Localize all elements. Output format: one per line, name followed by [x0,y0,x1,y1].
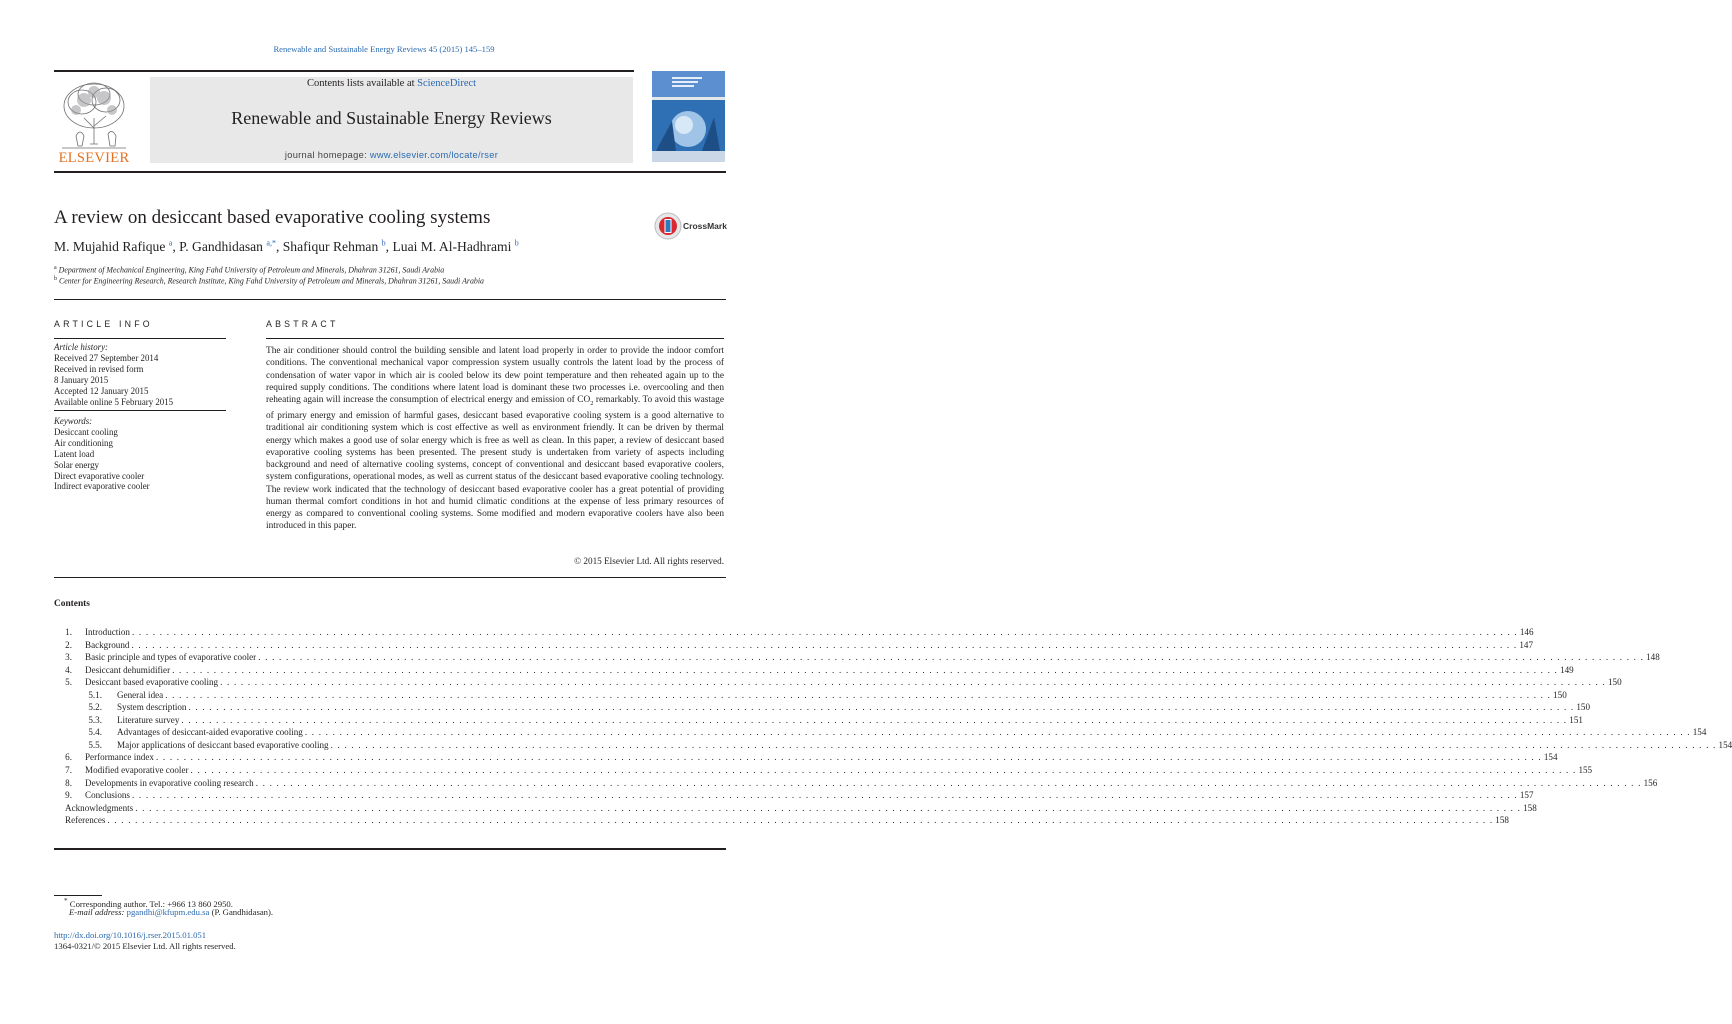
journal-title: Renewable and Sustainable Energy Reviews [231,108,552,128]
keywords-block [54,416,226,492]
toc-dot-leader: . . . . . . . . . . . . . . . . . . . . . . . . . . . . . . . . . . . . . . . . . . . . . . . . . . . . . . . . . . . . . . . . . . . . . . . . . . . . . . . . . . . . . . . . . . . . . . . . . . . . . . . . . . . . . . . . . . . . . . . . . . . . . . . . . . . . . . . . . . . . . . . . . . . . . . . . . . . . . . . . . . . . . . . . . . . . . . . . . . . . . . . . . . . . . . . . . . . . . . . . [190,765,1577,776]
toc-entry-title: Literature survey [117,714,180,725]
toc-entry-number: 9. [65,790,72,801]
toc-entry-number: 5.4. [88,727,102,738]
toc-entry-number: 5. [65,677,72,688]
toc-dot-leader: . . . . . . . . . . . . . . . . . . . . . . . . . . . . . . . . . . . . . . . . . . . . . . . . . . . . . . . . . . . . . . . . . . . . . . . . . . . . . . . . . . . . . . . . . . . . . . . . . . . . . . . . . . . . . . . . . . . . . . . . . . . . . . . . . . . . . . . . . . . . . . . . . . . . . . . . . . . . . . . . . . . . . . . . . . . . . . . . . . . . . . . . . . . . . . . . . . . . . . . . [165,689,1552,700]
toc-entry-number: 5.5. [88,739,102,750]
toc-entry-title: Advantages of desiccant-aided evaporative cooling [117,727,303,738]
toc-entry-page: 150 [1553,689,1567,700]
toc-entry-number: 6. [65,752,72,763]
toc-entry-title: Background [85,639,130,650]
author-4-affiliation-mark[interactable]: b [514,238,519,247]
toc-entry-page: 154 [1543,752,1558,763]
toc-entry[interactable] [54,701,1591,714]
toc-entry-page: 154 [1692,727,1707,738]
toc-entry-title: Acknowledgments [65,802,134,813]
toc-entry-page: 149 [1560,664,1574,675]
toc-entry-page: 154 [1718,739,1732,750]
abstract-bottom-rule [54,577,726,578]
abstract-copyright: © 2015 Elsevier Ltd. All rights reserved. [574,556,724,566]
toc-entry-title: Basic principle and types of evaporative cooler [85,652,257,663]
toc-entry-title: General idea [117,689,164,700]
affiliation-a: $^a$ Department of Mechanical Engineering, King Fahd University of Petroleum and Minerals, Dhahran 31261, Saudi Arabia [54,265,445,275]
toc-entry-title: Introduction [85,627,130,637]
toc-entry[interactable] [54,751,1558,764]
toc-dot-leader: . . . . . . . . . . . . . . . . . . . . . . . . . . . . . . . . . . . . . . . . . . . . . . . . . . . . . . . . . . . . . . . . . . . . . . . . . . . . . . . . . . . . . . . . . . . . . . . . . . . . . . . . . . . . . . . . . . . . . . . . . . . . . . . . . . . . . . . . . . . . . . . . . . . . . . . . . . . . . . . . . . . . . . . . . . . . . . . . . . . . . . . . . . . . . . . . . . . . . . . . [304,727,1691,738]
toc-entry[interactable] [54,714,1583,727]
toc-entry[interactable] [54,689,1567,702]
toc-entry[interactable] [54,802,1537,815]
toc-entry-title: Performance index [85,752,154,763]
keyword: Indirect evaporative cooler [54,481,150,492]
toc-dot-leader: . . . . . . . . . . . . . . . . . . . . . . . . . . . . . . . . . . . . . . . . . . . . . . . . . . . . . . . . . . . . . . . . . . . . . . . . . . . . . . . . . . . . . . . . . . . . . . . . . . . . . . . . . . . . . . . . . . . . . . . . . . . . . . . . . . . . . . . . . . . . . . . . . . . . . . . . . . . . . . . . . . . . . . . . . . . . . . . . . . . . . . . . . . . . . . . . . . . . . . . . [258,652,1645,663]
toc-entry-page: 158 [1495,815,1509,826]
keyword: Air conditioning [54,437,113,448]
toc-entry-number: 5.1. [88,689,102,700]
toc-entry-number: 4. [65,664,72,675]
elsevier-wordmark: ELSEVIER [58,150,130,166]
journal-citation-link[interactable]: Renewable and Sustainable Energy Reviews 45 (2015) 145–159 [273,44,495,54]
email-note: E-mail address: pgandhi@kfupm.edu.sa (P. Gandhidasan). [69,907,274,917]
corresponding-author-note: * Corresponding author. Tel.: +966 13 860 2950. [64,897,233,909]
author-2-affiliation-mark[interactable]: a,* [266,238,276,247]
crossmark-label[interactable]: CrossMark [683,221,727,231]
toc-entry-title: System description [117,702,187,713]
author-3-affiliation-mark[interactable]: b [381,238,386,247]
toc-entry-title: References [65,815,106,826]
history-line: 8 January 2015 [54,374,109,385]
toc-entry-page: 150 [1576,702,1591,713]
history-line: Received 27 September 2014 [54,352,159,363]
toc-entry-page: 151 [1569,714,1583,725]
author-1-affiliation-mark[interactable]: a [168,238,173,247]
homepage-link[interactable]: www.elsevier.com/locate/rser [369,150,499,160]
toc-entry-number: 7. [65,765,72,776]
author-4: Luai M. Al-Hadhrami $^b$ [392,238,519,254]
article-history [54,342,226,407]
toc-dot-leader: . . . . . . . . . . . . . . . . . . . . . . . . . . . . . . . . . . . . . . . . . . . . . . . . . . . . . . . . . . . . . . . . . . . . . . . . . . . . . . . . . . . . . . . . . . . . . . . . . . . . . . . . . . . . . . . . . . . . . . . . . . . . . . . . . . . . . . . . . . . . . . . . . . . . . . . . . . . . . . . . . . . . . . . . . . . . . . . . . . . . . . . . . . . . . . . . . . . . . . . . [181,714,1568,725]
abstract-rule [266,338,724,339]
toc-entry-page: 147 [1519,639,1533,650]
author-1: M. Mujahid Rafique $^a$, [54,238,180,254]
toc-dot-leader: . . . . . . . . . . . . . . . . . . . . . . . . . . . . . . . . . . . . . . . . . . . . . . . . . . . . . . . . . . . . . . . . . . . . . . . . . . . . . . . . . . . . . . . . . . . . . . . . . . . . . . . . . . . . . . . . . . . . . . . . . . . . . . . . . . . . . . . . . . . . . . . . . . . . . . . . . . . . . . . . . . . . . . . . . . . . . . . . . . . . . . . . . . . . . . . . . . . . . . . . [135,802,1522,813]
toc-entry[interactable] [54,814,1509,827]
affiliation-b: $^b$ Center for Engineering Research, Research Institute, King Fahd University of Petroleum and Minerals, Dhahran 31261, Saudi Arabia [54,276,485,286]
toc-entry-page: 155 [1578,765,1593,776]
article-info-rule [54,338,226,339]
keyword: Latent load [54,448,95,459]
keyword: Desiccant cooling [54,426,118,437]
toc-dot-leader: . . . . . . . . . . . . . . . . . . . . . . . . . . . . . . . . . . . . . . . . . . . . . . . . . . . . . . . . . . . . . . . . . . . . . . . . . . . . . . . . . . . . . . . . . . . . . . . . . . . . . . . . . . . . . . . . . . . . . . . . . . . . . . . . . . . . . . . . . . . . . . . . . . . . . . . . . . . . . . . . . . . . . . . . . . . . . . . . . . . . . . . . . . . . . . . . . . . . . . . . [172,664,1559,675]
email-link[interactable]: pgandhi@kfupm.edu.sa [126,907,210,917]
keywords-rule [54,410,226,411]
abstract-heading: ABSTRACT [266,319,339,329]
contents-available [150,78,633,89]
toc-dot-leader: . . . . . . . . . . . . . . . . . . . . . . . . . . . . . . . . . . . . . . . . . . . . . . . . . . . . . . . . . . . . . . . . . . . . . . . . . . . . . . . . . . . . . . . . . . . . . . . . . . . . . . . . . . . . . . . . . . . . . . . . . . . . . . . . . . . . . . . . . . . . . . . . . . . . . . . . . . . . . . . . . . . . . . . . . . . . . . . . . . . . . . . . . . . . . . . . . . . . . . . . [255,777,1642,788]
history-line: Received in revised form [54,363,144,374]
toc-entry-title: Desiccant based evaporative cooling [85,677,219,688]
article-title: A review on desiccant based evaporative cooling systems [54,207,491,228]
keyword: Solar energy [54,459,99,470]
author-2: P. Gandhidasan $^{a,*}$, [179,238,283,254]
article-history-label: Article history: [54,342,108,352]
toc-entry-number: 1. [65,627,72,637]
journal-homepage [150,150,633,160]
header-top-rule [54,70,634,72]
toc-dot-leader: . . . . . . . . . . . . . . . . . . . . . . . . . . . . . . . . . . . . . . . . . . . . . . . . . . . . . . . . . . . . . . . . . . . . . . . . . . . . . . . . . . . . . . . . . . . . . . . . . . . . . . . . . . . . . . . . . . . . . . . . . . . . . . . . . . . . . . . . . . . . . . . . . . . . . . . . . . . . . . . . . . . . . . . . . . . . . . . . . . . . . . . . . . . . . . . . . . . . . . . . [107,815,1494,826]
keyword: Direct evaporative cooler [54,470,145,481]
sciencedirect-link[interactable]: ScienceDirect [417,78,477,89]
table-of-contents [54,626,1732,827]
toc-entry-page: 150 [1607,677,1622,688]
toc-entry-page: 156 [1643,777,1658,788]
toc-entry[interactable] [54,651,1660,664]
toc-entry[interactable] [54,764,1593,777]
contents-title: Contents [54,599,90,609]
toc-dot-leader: . . . . . . . . . . . . . . . . . . . . . . . . . . . . . . . . . . . . . . . . . . . . . . . . . . . . . . . . . . . . . . . . . . . . . . . . . . . . . . . . . . . . . . . . . . . . . . . . . . . . . . . . . . . . . . . . . . . . . . . . . . . . . . . . . . . . . . . . . . . . . . . . . . . . . . . . . . . . . . . . . . . . . . . . . . . . . . . . . . . . . . . . . . . . . . . . . . . . . . . . [220,677,1606,688]
toc-dot-leader: . . . . . . . . . . . . . . . . . . . . . . . . . . . . . . . . . . . . . . . . . . . . . . . . . . . . . . . . . . . . . . . . . . . . . . . . . . . . . . . . . . . . . . . . . . . . . . . . . . . . . . . . . . . . . . . . . . . . . . . . . . . . . . . . . . . . . . . . . . . . . . . . . . . . . . . . . . . . . . . . . . . . . . . . . . . . . . . . . . . . . . . . . . . . . . . . . . . . . . . . [188,702,1575,713]
toc-dot-leader: . . . . . . . . . . . . . . . . . . . . . . . . . . . . . . . . . . . . . . . . . . . . . . . . . . . . . . . . . . . . . . . . . . . . . . . . . . . . . . . . . . . . . . . . . . . . . . . . . . . . . . . . . . . . . . . . . . . . . . . . . . . . . . . . . . . . . . . . . . . . . . . . . . . . . . . . . . . . . . . . . . . . . . . . . . . . . . . . . . . . . . . . . . . . . . . . . . . . . . . . [330,739,1717,750]
homepage-label: journal homepage: [284,150,370,160]
toc-entry[interactable] [54,639,1533,652]
toc-entry-page: 158 [1523,802,1537,813]
toc-entry[interactable] [54,676,1622,689]
contents-bottom-rule [54,848,726,850]
toc-entry[interactable] [54,626,1534,639]
history-line: Accepted 12 January 2015 [54,385,149,396]
toc-entry[interactable] [54,777,1658,790]
toc-entry-number: 5.3. [88,714,102,725]
toc-dot-leader: . . . . . . . . . . . . . . . . . . . . . . . . . . . . . . . . . . . . . . . . . . . . . . . . . . . . . . . . . . . . . . . . . . . . . . . . . . . . . . . . . . . . . . . . . . . . . . . . . . . . . . . . . . . . . . . . . . . . . . . . . . . . . . . . . . . . . . . . . . . . . . . . . . . . . . . . . . . . . . . . . . . . . . . . . . . . . . . . . . . . . . . . . . . . . . . . . . . . . . . . [155,752,1542,763]
toc-entry-number: 5.2. [88,702,102,713]
toc-dot-leader: . . . . . . . . . . . . . . . . . . . . . . . . . . . . . . . . . . . . . . . . . . . . . . . . . . . . . . . . . . . . . . . . . . . . . . . . . . . . . . . . . . . . . . . . . . . . . . . . . . . . . . . . . . . . . . . . . . . . . . . . . . . . . . . . . . . . . . . . . . . . . . . . . . . . . . . . . . . . . . . . . . . . . . . . . . . . . . . . . . . . . . . . . . . . . . . . . . . . . . . . [131,790,1518,801]
contents-available-label: Contents lists available at [306,78,418,89]
toc-entry[interactable] [54,726,1707,739]
toc-entry[interactable] [54,739,1732,752]
toc-entry-title: Major applications of desiccant based evaporative cooling [117,739,329,750]
toc-entry-title: Conclusions [85,790,130,801]
toc-entry-page: 148 [1646,652,1660,663]
keywords-label: Keywords: [54,416,93,426]
toc-entry-number: 2. [65,639,72,650]
toc-entry-number: 3. [65,652,72,663]
history-line: Available online 5 February 2015 [54,396,174,407]
toc-entry-page: 146 [1519,627,1534,637]
toc-entry-title: Developments in evaporative cooling research [85,777,254,788]
affiliation-rule [54,299,726,300]
author-3: Shafiqur Rehman $^b$, [282,238,393,254]
toc-entry[interactable] [54,789,1534,802]
journal-cover-image [652,71,725,162]
doi-link[interactable]: http://dx.doi.org/10.1016/j.rser.2015.01.051 [54,930,207,940]
author-list [54,238,519,255]
toc-entry-title: Desiccant dehumidifier [85,664,171,675]
toc-entry[interactable] [54,664,1574,677]
toc-entry-page: 157 [1519,790,1534,801]
toc-dot-leader: . . . . . . . . . . . . . . . . . . . . . . . . . . . . . . . . . . . . . . . . . . . . . . . . . . . . . . . . . . . . . . . . . . . . . . . . . . . . . . . . . . . . . . . . . . . . . . . . . . . . . . . . . . . . . . . . . . . . . . . . . . . . . . . . . . . . . . . . . . . . . . . . . . . . . . . . . . . . . . . . . . . . . . . . . . . . . . . . . . . . . . . . . . . . . . . . . . . . . . . . [131,627,1518,637]
abstract-text: The air conditioner should control the building sensible and latent load properly in order to provide the indoor comfort conditions. The conventional mechanical vapor compression system usually controls the latent load by the process of condensation of water vapor in which air is cooled below its dew point temperature and then reheated again up to the required supply conditions. The conditions where latent load is dominant these two processes i.e. overcooling and then reheating again will increase the consumption of electrical energy and emission of $CO_2$ remarkably. To avoid this wastage of primary energy and emission of harmful gases, desiccant based evaporative cooling system is a good alternative to traditional air conditioning system which is cost effective as well as environment friendly. It can be driven by thermal energy which makes a good use of solar energy which is free as well as clean. In this paper, a review of desiccant based evaporative cooling systems has been presented. The present study is undertaken from variety of aspects including background and need of alternative cooling systems, concept of conventional and desiccant based evaporative coolers, system configurations, operational modes, as well as current status of the desiccant based evaporative cooling technology. The review work indicated that the technology of desiccant based evaporative cooler has a great potential of providing human thermal comfort conditions in hot and humid climatic conditions at the expense of less primary resources of energy as compared to conventional cooling systems. Some modified and modern evaporative coolers have also been introduced in this paper. [266,346,724,532]
toc-entry-number: 8. [65,777,72,788]
header-bottom-rule [54,171,726,173]
toc-entry-title: Modified evaporative cooler [85,765,189,776]
issn-copyright: 1364-0321/© 2015 Elsevier Ltd. All rights reserved. [54,941,236,951]
toc-dot-leader: . . . . . . . . . . . . . . . . . . . . . . . . . . . . . . . . . . . . . . . . . . . . . . . . . . . . . . . . . . . . . . . . . . . . . . . . . . . . . . . . . . . . . . . . . . . . . . . . . . . . . . . . . . . . . . . . . . . . . . . . . . . . . . . . . . . . . . . . . . . . . . . . . . . . . . . . . . . . . . . . . . . . . . . . . . . . . . . . . . . . . . . . . . . . . . . . . . . . . . . . [131,639,1518,650]
article-info-heading: ARTICLE INFO [54,319,153,329]
